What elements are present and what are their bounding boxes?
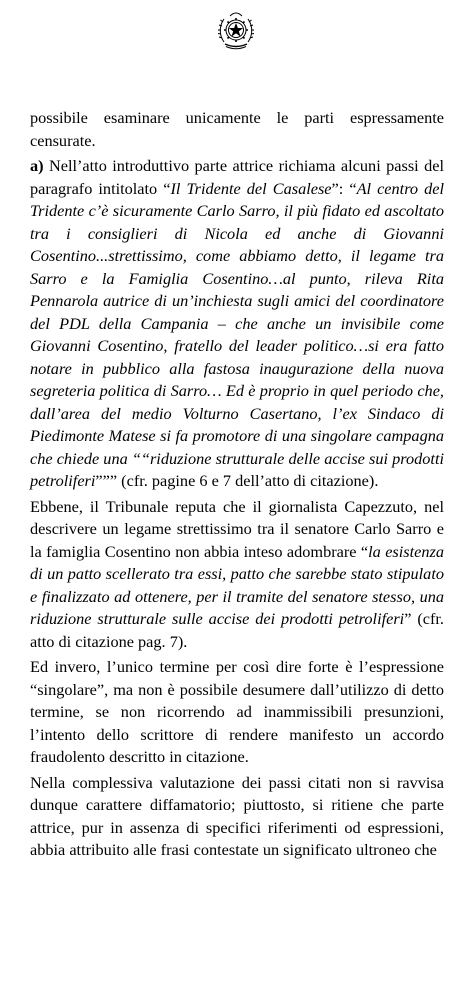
quoted-passage: la esistenza di un patto scellerato tra essi, patto che sarebbe stato stipulato e finalizzato ad ottenere, per il tramite del senatore stesso, una riduzione strutturale sulle accise dei prodotti petroliferi: [30, 541, 444, 628]
paragraph-text: Ed invero, l’unico termine per così dire forte è l’espressione “singolare”, ma non è possibile desumere dall’utilizzo di detto termine, se non ricorrendo ad inammissibili presunzioni, l’intento dello scrittore di rendere manifesto un accordo fraudolento descritto in citazione.: [30, 657, 444, 766]
document-body: [30, 107, 444, 862]
paragraph-ed-invero: [30, 656, 444, 769]
paragraph-text: Nella complessiva valutazione dei passi citati non si ravvisa dunque carattere diffamatorio; piuttosto, si ritiene che parte attrice, pur in assenza di specifici riferimenti od espressioni, abbia attribuito alle frasi contestate un significato ultroneo che: [30, 772, 444, 859]
paragraph-closing: ” (cfr. atto di citazione pag. 7).: [30, 609, 444, 651]
paragraph-mid: ”: “: [331, 178, 357, 198]
italian-republic-emblem-icon: [216, 8, 256, 52]
paragraph-text: possibile esaminare unicamente le parti espressamente censurate.: [30, 108, 444, 150]
paragraph-a: [30, 155, 444, 493]
paragraph-label: a): [30, 156, 44, 175]
paragraph-nella-complessiva: [30, 772, 444, 862]
paragraph-intro: Ebbene, il Tribunale reputa che il giornalista Capezzuto, nel descrivere un legame strettissimo tra il senatore Carlo Sarro e la famiglia Cosentino non abbia inteso adombrare “: [30, 496, 444, 561]
quoted-passage: Al centro del Tridente c’è sicuramente Carlo Sarro, il più fidato ed ascoltato tra i consiglieri di Nicola ed anche di Giovanni Cosentino...strettissimo, come abbiamo detto, il legame tra Sarro e la Famiglia Cosentino…al punto, rileva Rita Pennarola autrice di un’inchiesta sugli amici del coordinatore del PDL della Campania – che anche un invisibile come Giovanni Cosentino, fratello del leader politico…si era fatto notare in pubblico alla fastosa inaugurazione della nuova segreteria politica di Sarro… Ed è proprio in quel periodo che, dall’area del medio Volturno Casertano, l’ex Sindaco di Piedimonte Matese si fa promotore di una singolare campagna che chiede una ““riduzione strutturale delle accise sui prodotti petroliferi: [30, 178, 445, 490]
paragraph-intro: Nell’atto introduttivo parte attrice richiama alcuni passi del paragrafo intitolato “: [30, 156, 444, 198]
paragraph-ebbene: [30, 496, 444, 654]
article-title: Il Tridente del Casalese: [170, 178, 332, 198]
paragraph-closing: ””” (cfr. pagine 6 e 7 dell’atto di citazione).: [95, 471, 379, 490]
paragraph-continuation: [30, 107, 444, 152]
